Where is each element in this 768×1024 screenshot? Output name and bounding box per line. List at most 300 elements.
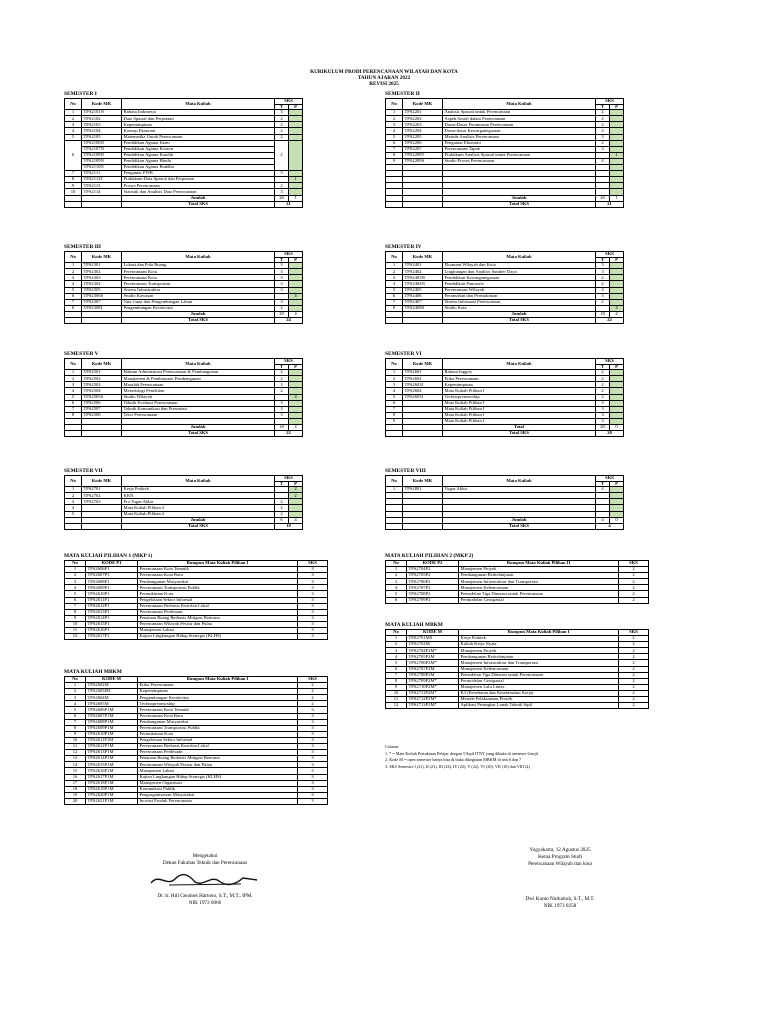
- total-row: [386, 318, 624, 324]
- row-no: 11: [65, 628, 86, 634]
- row-kode: TPS2208T: [403, 152, 443, 158]
- row-no: 19: [65, 792, 86, 798]
- row-mk: Inovasi Produk Perencanaan: [138, 798, 298, 804]
- row-kode: TPS2709P2: [407, 597, 459, 603]
- row-no: 4: [386, 128, 403, 134]
- sign-right-l1: Ketua Program Studi: [538, 854, 582, 860]
- row-no: 9: [386, 158, 403, 164]
- row-sks-t: 2: [275, 499, 289, 505]
- row-no: 3: [386, 579, 407, 585]
- col-sks: SKS: [275, 252, 303, 258]
- row-sks: 2: [298, 701, 328, 707]
- row-mk: Manajemen & Pembiayaan Pembangunan: [122, 376, 275, 382]
- row-mk: Penataan Ruang Berbasis Mitigasi Bencana: [138, 756, 298, 762]
- row-kode: TPS2712P2M*: [407, 697, 459, 703]
- row-no: 1: [386, 487, 403, 493]
- row-kode: TPS2101N: [82, 110, 122, 116]
- col-p: P: [289, 257, 303, 263]
- semester-title: SEMESTER I: [64, 91, 97, 97]
- total-label: Total SKS: [443, 431, 596, 437]
- col-mk: Rumpun Mata Kuliah Pilihan II: [459, 561, 619, 567]
- jumlah-label: Jumlah: [122, 517, 275, 523]
- row-no: 4: [386, 654, 407, 660]
- row-sks-t: 2: [275, 134, 289, 140]
- row-sks: 3: [298, 786, 328, 792]
- total-row: [386, 523, 624, 529]
- row-mk: Mata Kuliah Pilihan 2: [122, 511, 275, 517]
- signature-right: [480, 847, 640, 910]
- row-kode: TPS2713P2M*: [407, 703, 459, 709]
- row-mk: Pendidikan Agama Kristen: [122, 146, 275, 152]
- col-kode: Kode MK: [403, 252, 443, 263]
- row-mk: Kerja Praktek: [122, 487, 275, 493]
- row-sks-t: 2: [275, 140, 289, 170]
- note-item: 1. * = Mata Kuliah Pertukaran Pelajar dengan T.Sipil ITNY yang dibuka di semester Ganjil: [385, 750, 538, 756]
- row-sks: 3: [298, 567, 328, 573]
- row-mk: Praktikum Data Spasial dan Perpetaan: [122, 177, 275, 183]
- row-sks: 2: [619, 703, 649, 709]
- row-sks-t: 2: [596, 376, 610, 382]
- row-sks-t: 2: [596, 110, 610, 116]
- row-kode: TPS2601: [403, 370, 443, 376]
- row-no: 12: [65, 750, 86, 756]
- row-mk: Teknik Evaluasi Perencanaan: [122, 400, 275, 406]
- row-sks-t: 3: [275, 412, 289, 418]
- row-mk: Konsep Ekonomi: [122, 128, 275, 134]
- row-sks-t: 3: [275, 299, 289, 305]
- row-kode: TPS2801: [403, 487, 443, 493]
- row-no: 1: [386, 370, 403, 376]
- row-mk: Mata Kuliah Pilihan I: [443, 412, 596, 418]
- col-no: No: [386, 476, 403, 487]
- row-sks-t: 3: [596, 269, 610, 275]
- row-kode: TPS2608P1: [86, 579, 138, 585]
- col-sks: SKS: [275, 476, 303, 482]
- row-kode: TPS2402: [403, 269, 443, 275]
- row-kode: TPS2708P2M: [407, 672, 459, 678]
- row-no: 8: [386, 678, 407, 684]
- row-no: 10: [386, 690, 407, 696]
- row-sks-t: 2: [596, 140, 610, 146]
- row-mk: Technopreneurship: [443, 394, 596, 400]
- row-mk: Perencanaan Kota: [122, 269, 275, 275]
- row-mk: Tata Guna dan Pengembangan Lahan: [122, 299, 275, 305]
- row-kode: TPS2403N: [403, 275, 443, 281]
- row-mk: Pemodelan Tiga Dimensi untuk Perencanaan: [459, 591, 619, 597]
- jumlah-t: 18: [596, 311, 610, 317]
- row-mk: Pembangunan Masyarakat: [138, 719, 298, 725]
- row-no: 11: [65, 744, 86, 750]
- row-kode: TPS2610P1M: [86, 731, 138, 737]
- row-no: 7: [65, 603, 86, 609]
- row-no: 2: [65, 493, 82, 499]
- row-sks: 2: [619, 567, 649, 573]
- row-sks-t: 3: [596, 134, 610, 140]
- row-mk: Pendidikan Agama Buddha: [122, 165, 275, 171]
- row-mk: Manajemen Lalu Lintas: [459, 684, 619, 690]
- row-sks-p: 2: [289, 493, 303, 499]
- col-mk: Rumpun Mata Kuliah Pilihan I: [138, 561, 298, 567]
- row-sks-t: 3: [596, 293, 610, 299]
- row-sks-t: 3: [596, 412, 610, 418]
- row-kode: TPS2302: [82, 269, 122, 275]
- row-sks: 3: [298, 744, 328, 750]
- row-kode: TPS2206: [403, 140, 443, 146]
- row-mk: Teknik Komunikasi dan Presentasi: [122, 406, 275, 412]
- row-kode: TPS2610P1: [86, 591, 138, 597]
- col-no: No: [65, 99, 82, 110]
- row-sks: 3: [298, 792, 328, 798]
- row-no: 5: [386, 134, 403, 140]
- row-kode: TPS2615P1: [86, 621, 138, 627]
- semester-1-table: [64, 91, 303, 208]
- row-mk: Technopreneurship: [138, 701, 298, 707]
- row-no: 7: [386, 299, 403, 305]
- semester-title: SEMESTER V: [64, 351, 99, 357]
- row-kode: TPS2704P2: [407, 567, 459, 573]
- row-mk: Analisis Spasial untuk Perencanaan: [443, 110, 596, 116]
- row-sks: 3: [298, 615, 328, 621]
- row-mk: Ekonomi Wilayah dan Kota: [443, 263, 596, 269]
- mkp1-table: [64, 553, 328, 640]
- title-line-1: KURIKULUM PRODI PERENCANAAN WILAYAH DAN KOTA: [310, 69, 458, 75]
- row-mk: Pengembangan Kreativitas: [138, 695, 298, 701]
- signature-left: [120, 853, 290, 907]
- row-kode: TPS2505S: [82, 394, 122, 400]
- row-kode: TPS2307: [82, 299, 122, 305]
- row-sks: 2: [619, 573, 649, 579]
- row-mk: Permukiman Kota: [138, 731, 298, 737]
- col-sks: SKS: [275, 359, 303, 365]
- row-kode: TPS2407: [403, 299, 443, 305]
- col-no: No: [65, 359, 82, 370]
- row-no: 1: [386, 636, 407, 642]
- row-sks-p: [289, 140, 303, 170]
- row-sks-p: 2: [289, 487, 303, 493]
- row-mk: Perencanaan Kota Tematik: [138, 707, 298, 713]
- total-value: 21: [596, 201, 624, 207]
- row-no: 4: [386, 388, 403, 394]
- row-sks: 2: [619, 660, 649, 666]
- row-no: 3: [386, 648, 407, 654]
- total-row: [386, 201, 624, 207]
- jumlah-p: 1: [289, 195, 303, 201]
- row-kode: TPS2603IM: [86, 689, 138, 695]
- row-kode: TPS2303: [82, 275, 122, 281]
- row-kode: TPS2501: [82, 370, 122, 376]
- row-no: 6: [65, 140, 82, 170]
- row-kode: TPS2203: [403, 122, 443, 128]
- col-kode: Kode MK: [82, 99, 122, 110]
- row-sks-t: 2: [275, 388, 289, 394]
- row-sks: 3: [298, 634, 328, 640]
- row-no: 3: [386, 122, 403, 128]
- sign-left-l2: Dekan Fakultas Teknik dan Perencanaan: [162, 860, 248, 866]
- row-kode: TPS2109N: [82, 158, 122, 164]
- row-kode: TPS2620P1M: [86, 792, 138, 798]
- row-sks: 2: [619, 591, 649, 597]
- row-mk: Perencanaan Tapak: [443, 146, 596, 152]
- row-mk: Perencanaan Wilayah Pesisir dan Pulau: [138, 762, 298, 768]
- mbkm-table-left: [64, 669, 328, 805]
- row-no: 9: [65, 183, 82, 189]
- total-label: Total SKS: [443, 201, 596, 207]
- row-mk: Mata Kuliah Pilihan I: [443, 418, 596, 424]
- jumlah-t: 4: [596, 517, 610, 523]
- row-no: 6: [65, 293, 82, 299]
- row-kode: TPS2615P1M: [86, 762, 138, 768]
- row-mk: Mata Kuliah Pilihan I: [443, 388, 596, 394]
- row-no: 8: [65, 177, 82, 183]
- row-kode: TPS2705P2: [407, 573, 459, 579]
- row-kode: TPS2108N: [82, 152, 122, 158]
- col-sks: SKS: [596, 99, 624, 105]
- row-kode: TPS2706P2M*: [407, 660, 459, 666]
- table-title: MATA KULIAH MBKM: [64, 669, 122, 675]
- row-mk: Perencanaan Berbasis Kearifan Lokal: [138, 603, 298, 609]
- row-mk: Perencanaan Berbasis Kearifan Lokal: [138, 744, 298, 750]
- row-sks: 2: [619, 666, 649, 672]
- row-sks-t: 2: [275, 116, 289, 122]
- row-kode: TPS2111: [82, 171, 122, 177]
- row-sks-t: 3: [275, 110, 289, 116]
- row-sks: 3: [298, 768, 328, 774]
- row-sks-p: 4: [610, 305, 624, 311]
- row-kode: TPS2503: [82, 382, 122, 388]
- row-sks-t: 2: [596, 370, 610, 376]
- total-value: 24: [275, 318, 303, 324]
- row-sks: 3: [298, 609, 328, 615]
- row-kode: TPS2701: [82, 487, 122, 493]
- row-no: 8: [386, 305, 403, 311]
- row-mk: Manajemen Infrastruktur dan Transportasi: [459, 579, 619, 585]
- row-kode: TPS2703: [82, 499, 122, 505]
- total-label: Total SKS: [122, 431, 275, 437]
- row-sks-t: 3: [596, 400, 610, 406]
- row-no: 4: [386, 585, 407, 591]
- row-kode: TPS2612P1M: [86, 744, 138, 750]
- row-mk: Pendidikan Agama Hindu: [122, 158, 275, 164]
- row-kode: TPS2504: [82, 388, 122, 394]
- col-p: P: [289, 481, 303, 487]
- row-mk: Studio Kota: [443, 305, 596, 311]
- row-mk: Perencanaan Kota Baru: [138, 573, 298, 579]
- row-sks-t: 3: [275, 400, 289, 406]
- row-mk: Proses Perencanaan: [122, 183, 275, 189]
- row-mk: Kerja Praktek: [459, 636, 619, 642]
- row-no: 4: [65, 128, 82, 134]
- row-kode: TPS2602M: [86, 683, 138, 689]
- row-kode: TPS2114: [82, 189, 122, 195]
- row-sks: 2: [619, 648, 649, 654]
- row-kode: TPS2207: [403, 146, 443, 152]
- row-sks: 3: [298, 621, 328, 627]
- col-mk: Mata Kuliah: [122, 252, 275, 263]
- elective-row: [386, 597, 649, 603]
- row-kode: TPS2107N: [82, 146, 122, 152]
- semester-7-table: [64, 468, 303, 530]
- col-t: T: [275, 104, 289, 110]
- row-sks-t: 2: [275, 122, 289, 128]
- elective-row: [386, 703, 649, 709]
- row-sks-t: 4: [596, 487, 610, 493]
- row-mk: Pengelolaan Sektor Informal: [138, 597, 298, 603]
- row-mk: Praktikum Analisis Spasial untuk Perencanaan: [443, 152, 596, 158]
- row-kode: TPS2508: [82, 412, 122, 418]
- row-no: 5: [386, 287, 403, 293]
- jumlah-p: 0: [610, 517, 624, 523]
- row-mk: Pengorganisasian Masyarakat: [138, 792, 298, 798]
- row-sks: 2: [619, 579, 649, 585]
- row-kode: TPS2613P1M: [86, 750, 138, 756]
- semester-5-table: [64, 351, 303, 437]
- row-kode: TPS2405: [403, 287, 443, 293]
- col-mk: Mata Kuliah: [443, 476, 596, 487]
- jumlah-t: 20: [275, 311, 289, 317]
- total-value: 4: [596, 523, 624, 529]
- row-kode: TPS2606P1: [86, 567, 138, 573]
- row-mk: Lingkungan dan Analisis Sumber Daya: [443, 269, 596, 275]
- row-no: 2: [386, 642, 407, 648]
- title-line-2: TAHUN AJARAN 2022: [357, 75, 411, 81]
- row-no: 5: [65, 591, 86, 597]
- row-mk: Pendidikan Kewarganegaraan: [443, 275, 596, 281]
- row-kode: TPS2110N: [82, 165, 122, 171]
- row-no: 3: [65, 122, 82, 128]
- table-title: MATA KULIAH PILIHAN 2 (MKP 2): [385, 553, 474, 559]
- row-no: 7: [65, 171, 82, 177]
- row-sks: 2: [619, 697, 649, 703]
- sign-left-nik: NIK 1973 0066: [188, 900, 222, 906]
- jumlah-p: 4: [289, 311, 303, 317]
- row-kode: TPS2209S: [403, 158, 443, 164]
- row-no: 3: [65, 695, 86, 701]
- row-mk: Kuliah Kerja Nyata: [459, 642, 619, 648]
- col-no: No: [386, 561, 407, 567]
- col-p: P: [289, 364, 303, 370]
- note-item: 2. Kode M = open semester hanya bisa di buka dikegiatan MBKM di smt 6 dan 7: [385, 757, 522, 763]
- total-row: [65, 201, 303, 207]
- jumlah-label: Jumlah: [443, 195, 596, 201]
- row-kode: TPS2606P1M: [86, 707, 138, 713]
- col-kode: KODE M: [407, 630, 459, 636]
- row-kode: TPS2707P2M: [407, 666, 459, 672]
- row-kode: TPS2611P1M: [86, 737, 138, 743]
- row-sks-t: 3: [596, 146, 610, 152]
- col-no: No: [65, 561, 86, 567]
- col-mk: Mata Kuliah: [443, 359, 596, 370]
- row-no: 6: [386, 597, 407, 603]
- row-sks: 3: [298, 737, 328, 743]
- col-sks: SKS: [298, 561, 328, 567]
- row-kode: TPS2607P1M: [86, 713, 138, 719]
- row-mk: Perencanaan Transportasi Publik: [138, 585, 298, 591]
- row-kode: TPS2306S: [82, 293, 122, 299]
- row-mk: Permodelan Geospasial: [459, 597, 619, 603]
- row-sks-p: 1: [289, 177, 303, 183]
- row-sks-p: 1: [610, 152, 624, 158]
- row-kode: TPS2707P2: [407, 585, 459, 591]
- jumlah-t: 20: [596, 425, 610, 431]
- row-sks: 3: [298, 707, 328, 713]
- total-label: Total SKS: [122, 318, 275, 324]
- row-mk: KKN: [122, 493, 275, 499]
- row-sks-t: 2: [596, 275, 610, 281]
- row-kode: TPS2305: [82, 287, 122, 293]
- semester-4-table: [385, 244, 624, 324]
- row-no: 1: [65, 263, 82, 269]
- col-mk: Mata Kuliah: [443, 99, 596, 110]
- row-sks-t: 2: [275, 505, 289, 511]
- jumlah-label: Jumlah: [122, 195, 275, 201]
- row-mk: Pra Tugas Akhir: [122, 499, 275, 505]
- jumlah-label: Jumlah: [443, 311, 596, 317]
- row-sks: 3: [298, 756, 328, 762]
- row-mk: Manajemen Kebencanaan: [459, 666, 619, 672]
- row-sks-t: 3: [275, 281, 289, 287]
- row-no: 2: [386, 573, 407, 579]
- row-mk: Pengantar Ekonomi: [443, 140, 596, 146]
- sign-right-date: Yogyakarta, 12 Agustus 2025: [529, 847, 591, 853]
- row-mk: Pembangunan Berkelanjutan: [459, 654, 619, 660]
- col-p: P: [610, 257, 624, 263]
- row-sks: 3: [298, 591, 328, 597]
- row-sks-t: 2: [275, 370, 289, 376]
- col-p: P: [610, 481, 624, 487]
- jumlah-label: Jumlah: [443, 517, 596, 523]
- row-kode: TPS2616P1M: [86, 768, 138, 774]
- sign-right-name: Dwi Kunto Nurkukuh, S.T., M.T.: [525, 896, 595, 902]
- row-sks-p: 4: [289, 394, 303, 400]
- row-kode: TPS2609P1: [86, 585, 138, 591]
- col-kode: Kode MK: [403, 359, 443, 370]
- semester-8-table: [385, 468, 624, 530]
- semester-3-table: [64, 244, 303, 324]
- col-sks: SKS: [596, 476, 624, 482]
- row-sks-t: 4: [596, 158, 610, 164]
- row-no: 7: [386, 406, 403, 412]
- row-no: 6: [386, 140, 403, 146]
- row-sks-t: 2: [275, 376, 289, 382]
- col-kode: Kode MK: [82, 252, 122, 263]
- row-kode: TPS2709P2M*: [407, 678, 459, 684]
- col-sks: SKS: [596, 359, 624, 365]
- total-row: [65, 318, 303, 324]
- row-kode: TPS2205: [403, 134, 443, 140]
- row-kode: TPS2607P1: [86, 573, 138, 579]
- row-mk: Metode Analisis Perencanaan: [443, 134, 596, 140]
- row-sks-t: 2: [596, 382, 610, 388]
- row-kode: TPS2616P1: [86, 628, 138, 634]
- row-kode: TPS2705P2M: [407, 654, 459, 660]
- row-no: 2: [386, 376, 403, 382]
- jumlah-t: 20: [596, 195, 610, 201]
- row-sks-t: 3: [275, 382, 289, 388]
- row-no: 2: [65, 269, 82, 275]
- doc-title: [0, 69, 768, 87]
- row-sks: 3: [298, 713, 328, 719]
- row-sks: 3: [298, 719, 328, 725]
- notes-title: Catatan:: [385, 744, 399, 749]
- row-no: 3: [65, 579, 86, 585]
- row-no: 3: [386, 382, 403, 388]
- row-no: 2: [65, 376, 82, 382]
- row-no: 6: [65, 400, 82, 406]
- row-no: 1: [386, 110, 403, 116]
- col-t: T: [596, 481, 610, 487]
- row-no: 4: [65, 281, 82, 287]
- row-sks: 2: [619, 597, 649, 603]
